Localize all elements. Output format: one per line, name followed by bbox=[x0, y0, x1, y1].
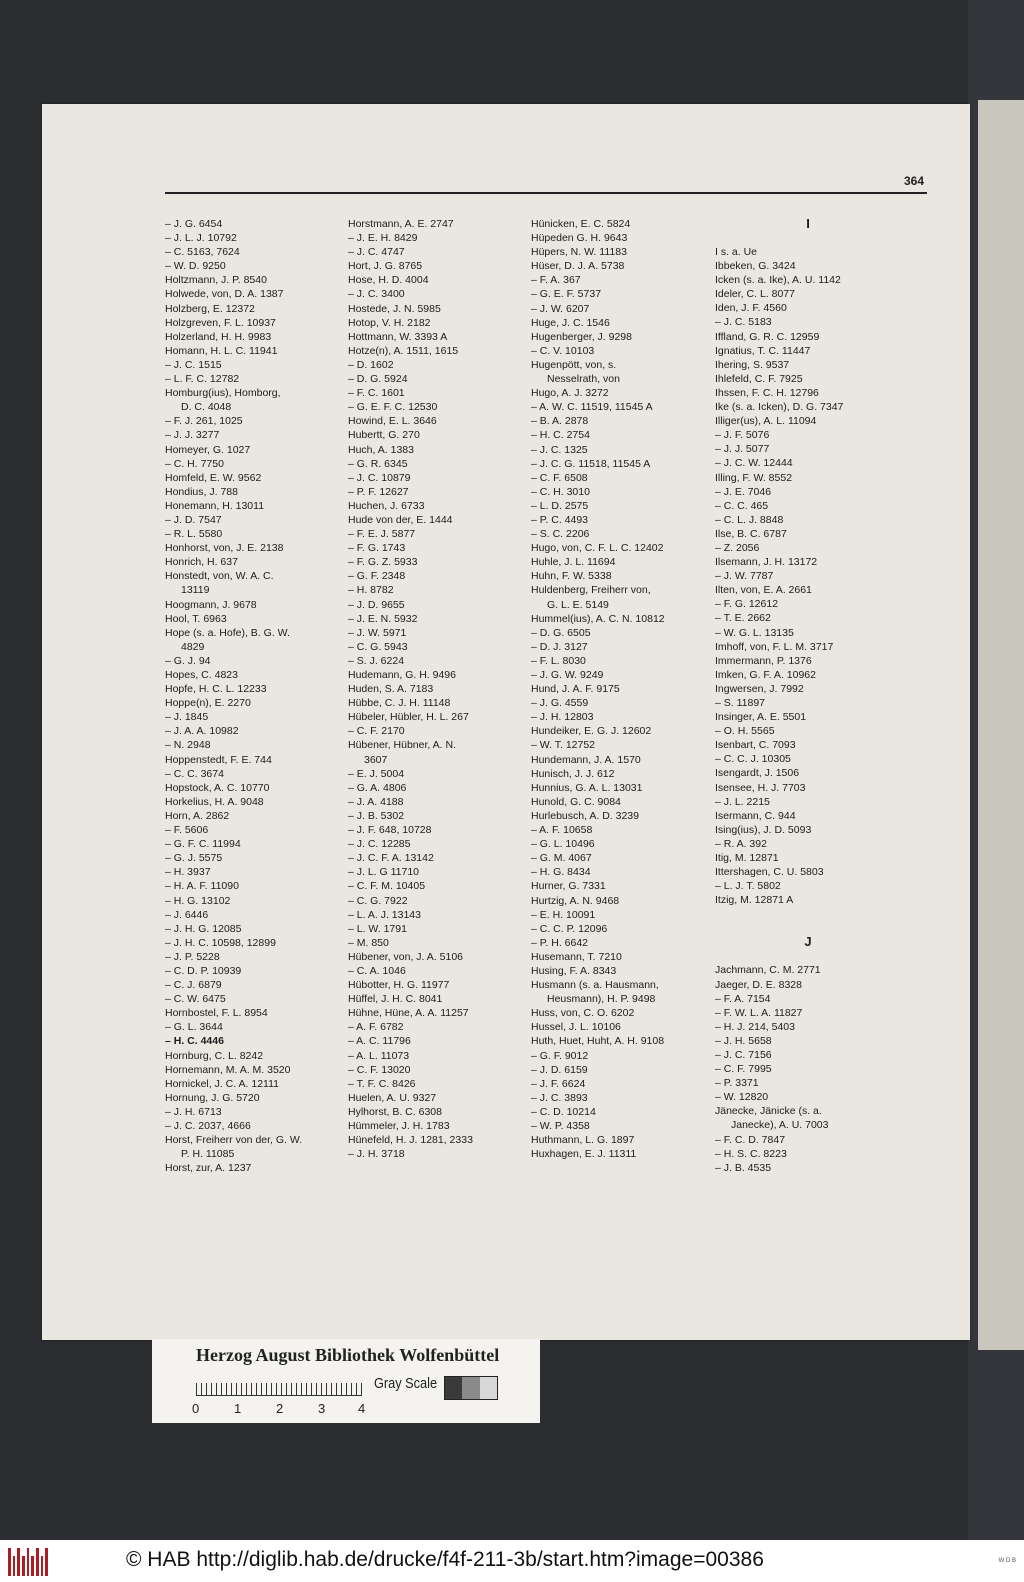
index-entry: Isermann, C. 944 bbox=[715, 809, 796, 822]
index-entry: Ignatius, T. C. 11447 bbox=[715, 344, 811, 357]
index-entry: Hurner, G. 7331 bbox=[531, 880, 606, 893]
index-entry: Heusmann), H. P. 9498 bbox=[547, 993, 656, 1006]
index-entry: – S. 11897 bbox=[715, 697, 766, 709]
index-entry: – C. J. 6879 bbox=[165, 979, 222, 992]
index-column-3 bbox=[531, 217, 717, 1161]
index-entry: – B. A. 2878 bbox=[531, 415, 589, 428]
index-entry: Insinger, A. E. 5501 bbox=[715, 711, 807, 724]
index-entry: – G. L. 10496 bbox=[531, 838, 595, 851]
index-entry: Hugo, A. J. 3272 bbox=[531, 387, 609, 400]
index-entry: – J. C. 7156 bbox=[715, 1048, 772, 1061]
index-entry: Hüpers, N. W. 11183 bbox=[531, 246, 627, 259]
index-entry: – J. D. 7547 bbox=[165, 513, 222, 526]
index-entry: Itzig, M. 12871 A bbox=[715, 894, 794, 907]
index-entry: Hostede, J. N. 5985 bbox=[348, 302, 441, 315]
index-entry: Huden, S. A. 7183 bbox=[348, 683, 434, 696]
index-entry: – C. D. P. 10939 bbox=[165, 964, 242, 977]
index-entry: – T. E. 2662 bbox=[715, 612, 771, 625]
index-entry: – M. 850 bbox=[348, 936, 389, 949]
index-entry: – A. L. 11073 bbox=[348, 1049, 410, 1062]
index-entry: – J. H. 12803 bbox=[531, 711, 594, 724]
index-entry: – J. J. 3277 bbox=[165, 429, 220, 442]
index-entry: Hüpeden G. H. 9643 bbox=[531, 232, 628, 245]
index-entry: Hudemann, G. H. 9496 bbox=[348, 669, 456, 681]
gray-swatch-mid bbox=[462, 1377, 479, 1399]
index-entry: Nesselrath, von bbox=[547, 373, 620, 386]
index-entry: Hornung, J. G. 5720 bbox=[165, 1091, 260, 1104]
index-entry: Imken, G. F. A. 10962 bbox=[715, 668, 816, 681]
index-entry: Hunold, G. C. 9084 bbox=[531, 795, 621, 808]
index-entry: Hurlebusch, A. D. 3239 bbox=[531, 809, 639, 822]
index-entry: Hopstock, A. C. 10770 bbox=[165, 781, 270, 794]
index-entry: G. L. E. 5149 bbox=[547, 598, 609, 611]
index-entry: – W. D. 9250 bbox=[165, 260, 226, 273]
index-entry: Hundemann, J. A. 1570 bbox=[531, 753, 641, 766]
index-entry: Ilse, B. C. 6787 bbox=[715, 527, 787, 540]
index-entry: – J. H. 3718 bbox=[348, 1148, 405, 1161]
index-entry: – J. W. 5971 bbox=[348, 626, 407, 639]
index-entry: – C. D. 10214 bbox=[531, 1105, 596, 1118]
ruler-number: 3 bbox=[318, 1401, 326, 1416]
ruler-number: 1 bbox=[234, 1401, 242, 1416]
index-entry: Huss, von, C. O. 6202 bbox=[531, 1007, 635, 1020]
index-entry: – J. L. J. 10792 bbox=[165, 232, 237, 245]
index-entry: Jachmann, C. M. 2771 bbox=[715, 964, 821, 977]
index-entry: Hool, T. 6963 bbox=[165, 612, 227, 625]
index-entry: – J. C. 4747 bbox=[348, 246, 405, 259]
index-entry: – G. L. 3644 bbox=[165, 1021, 223, 1034]
index-entry: – C. C. 3674 bbox=[165, 767, 224, 780]
index-entry: – J. A. 4188 bbox=[348, 795, 404, 808]
index-entry: Husing, F. A. 8343 bbox=[531, 964, 617, 977]
index-entry: Hopfe, H. C. L. 12233 bbox=[165, 683, 267, 696]
index-entry: – E. H. 10091 bbox=[531, 908, 596, 921]
index-entry: – J. C. W. 12444 bbox=[715, 457, 793, 470]
index-entry: – C. C. P. 12096 bbox=[531, 922, 608, 935]
index-entry: – F. 5606 bbox=[165, 824, 209, 837]
index-entry: Ingwersen, J. 7992 bbox=[715, 682, 804, 695]
index-entry: Huch, A. 1383 bbox=[348, 443, 414, 456]
index-entry: – H. C. 4446 bbox=[165, 1035, 224, 1048]
index-entry: – J. A. A. 10982 bbox=[165, 725, 239, 738]
book-edge bbox=[968, 0, 1024, 1540]
index-entry: – C. A. 1046 bbox=[348, 964, 406, 977]
book-edge-page bbox=[978, 100, 1024, 1350]
index-entry: Hotze(n), A. 1511, 1615 bbox=[348, 344, 459, 357]
index-entry: Hüser, D. J. A. 5738 bbox=[531, 260, 625, 273]
index-entry: – F. G. 1743 bbox=[348, 542, 406, 555]
index-entry: – G. J. 94 bbox=[165, 654, 211, 667]
index-entry: Horst, Freiherr von der, G. W. bbox=[165, 1134, 303, 1147]
index-entry: – L. J. T. 5802 bbox=[715, 880, 781, 893]
index-entry: – P. H. 6642 bbox=[531, 936, 589, 949]
index-entry: 3607 bbox=[364, 753, 388, 766]
index-entry: Hubertt, G. 270 bbox=[348, 429, 420, 442]
index-entry: Hundeiker, E. G. J. 12602 bbox=[531, 725, 652, 738]
gray-scale-swatches bbox=[444, 1376, 498, 1400]
ruler-number: 0 bbox=[192, 1401, 200, 1416]
index-entry: – J. G. 4559 bbox=[531, 697, 589, 710]
index-entry: Homfeld, E. W. 9562 bbox=[165, 471, 262, 484]
index-entry: – A. W. C. 11519, 11545 A bbox=[531, 401, 653, 414]
index-entry: – G. J. 5575 bbox=[165, 852, 223, 865]
index-entry: Huelen, A. U. 9327 bbox=[348, 1091, 437, 1104]
index-entry: Hude von der, E. 1444 bbox=[348, 513, 453, 526]
index-entry: Janecke), A. U. 7003 bbox=[731, 1119, 829, 1132]
index-entry: – W. T. 12752 bbox=[531, 739, 596, 752]
index-entry: Hurtzig, A. N. 9468 bbox=[531, 894, 620, 907]
index-entry: – P. C. 4493 bbox=[531, 513, 589, 526]
index-entry: – C. G. 7922 bbox=[348, 894, 408, 907]
index-entry: Homburg(ius), Homborg, bbox=[165, 387, 281, 400]
index-entry: Holtzmann, J. P. 8540 bbox=[165, 274, 267, 287]
index-entry: – C. C. 465 bbox=[715, 499, 769, 512]
index-entry: – H. G. 8434 bbox=[531, 866, 591, 879]
index-entry: – C. 5163, 7624 bbox=[165, 246, 240, 259]
index-entry: – J. H. C. 10598, 12899 bbox=[165, 936, 276, 949]
index-entry: Honemann, H. 13011 bbox=[165, 499, 265, 512]
index-entry: 4829 bbox=[181, 640, 205, 653]
index-entry: – J. C. 2037, 4666 bbox=[165, 1120, 251, 1132]
index-entry: – H. 8782 bbox=[348, 584, 394, 597]
index-entry: – G. M. 4067 bbox=[531, 852, 592, 865]
index-entry: – A. F. 10658 bbox=[531, 824, 593, 837]
index-entry: – F. A. 7154 bbox=[715, 992, 771, 1005]
index-entry: – G. E. F. 5737 bbox=[531, 288, 602, 301]
index-column-1 bbox=[165, 217, 351, 1175]
index-entry: Hübener, Hübner, A. N. bbox=[348, 739, 456, 752]
index-entry bbox=[715, 907, 901, 921]
index-entry: – J. W. 7787 bbox=[715, 570, 774, 583]
index-entry: – A. C. 11796 bbox=[348, 1035, 411, 1048]
index-entry: Hübbe, C. J. H. 11148 bbox=[348, 697, 451, 710]
index-entry: – C. C. J. 10305 bbox=[715, 753, 791, 766]
index-entry: – F. J. 261, 1025 bbox=[165, 415, 243, 428]
index-entry: – H. C. 2754 bbox=[531, 429, 590, 442]
index-entry: – L. F. C. 12782 bbox=[165, 373, 240, 386]
index-entry: – F. A. 367 bbox=[531, 274, 581, 287]
header-rule bbox=[165, 192, 927, 194]
index-entry: – C. F. 13020 bbox=[348, 1063, 411, 1076]
index-entry: Holzberg, E. 12372 bbox=[165, 302, 255, 315]
page-number: 364 bbox=[903, 174, 924, 188]
index-entry: Horst, zur, A. 1237 bbox=[165, 1162, 252, 1175]
ruler-number: 4 bbox=[358, 1401, 366, 1416]
section-heading: I bbox=[806, 216, 810, 231]
index-entry: Holwede, von, D. A. 1387 bbox=[165, 288, 284, 301]
index-entry: Homann, H. L. C. 11941 bbox=[165, 344, 278, 357]
index-entry: Hopes, C. 4823 bbox=[165, 669, 238, 681]
index-entry: – J. C. G. 11518, 11545 A bbox=[531, 457, 651, 470]
gray-scale-label: Gray Scale bbox=[374, 1375, 438, 1392]
index-entry: – F. E. J. 5877 bbox=[348, 528, 416, 541]
index-entry: – G. R. 6345 bbox=[348, 457, 408, 470]
index-entry: – H. J. 214, 5403 bbox=[715, 1020, 795, 1033]
index-entry: Hose, H. D. 4004 bbox=[348, 274, 429, 287]
index-entry: P. H. 11085 bbox=[181, 1148, 235, 1161]
index-entry: Huldenberg, Freiherr von, bbox=[531, 584, 651, 597]
index-entry: – C. W. 6475 bbox=[165, 993, 226, 1006]
index-entry: – J. B. 4535 bbox=[715, 1161, 772, 1174]
index-entry: Hondius, J. 788 bbox=[165, 485, 238, 498]
index-entry: – P. F. 12627 bbox=[348, 485, 409, 498]
index-entry: – J. G. W. 9249 bbox=[531, 669, 604, 681]
index-entry: – J. F. 6624 bbox=[531, 1077, 586, 1090]
index-entry: – F. G. 12612 bbox=[715, 598, 779, 611]
index-entry: Hort, J. G. 8765 bbox=[348, 260, 423, 273]
ruler-number: 2 bbox=[276, 1401, 284, 1416]
index-entry: Holzgreven, F. L. 10937 bbox=[165, 316, 276, 329]
index-entry: Hünefeld, H. J. 1281, 2333 bbox=[348, 1134, 473, 1147]
index-entry: – D. G. 6505 bbox=[531, 626, 591, 639]
index-column-2 bbox=[348, 217, 534, 1161]
index-entry: Jänecke, Jänicke (s. a. bbox=[715, 1105, 822, 1118]
color-calibration-card bbox=[152, 1339, 540, 1423]
index-entry: Immermann, P. 1376 bbox=[715, 654, 812, 667]
index-entry: Iffland, G. R. C. 12959 bbox=[715, 330, 820, 343]
index-entry: Hübener, von, J. A. 5106 bbox=[348, 950, 463, 963]
index-entry: Huhn, F. W. 5338 bbox=[531, 570, 612, 583]
index-entry: Hylhorst, B. C. 6308 bbox=[348, 1105, 442, 1118]
index-entry: – J. B. 5302 bbox=[348, 809, 405, 822]
index-entry: – J. H. 5658 bbox=[715, 1034, 772, 1047]
index-entry: – J. E. N. 5932 bbox=[348, 612, 418, 625]
index-entry: D. C. 4048 bbox=[181, 401, 232, 414]
index-entry: Hümmeler, J. H. 1783 bbox=[348, 1120, 450, 1132]
index-entry: Hoppenstedt, F. E. 744 bbox=[165, 753, 272, 766]
index-entry: Horstmann, A. E. 2747 bbox=[348, 218, 454, 230]
index-entry: – F. G. Z. 5933 bbox=[348, 556, 418, 569]
index-entry: Hotop, V. H. 2182 bbox=[348, 316, 431, 329]
index-entry: – J. C. 12285 bbox=[348, 838, 411, 851]
section-heading: J bbox=[804, 934, 812, 950]
index-entry: Hottmann, W. 3393 A bbox=[348, 330, 448, 343]
index-entry: Isensee, H. J. 7703 bbox=[715, 781, 806, 794]
index-entry: – E. J. 5004 bbox=[348, 767, 405, 780]
index-entry: Hoogmann, J. 9678 bbox=[165, 598, 257, 611]
index-entry: Hugo, von, C. F. L. C. 12402 bbox=[531, 542, 664, 555]
index-entry: – C. H. 3010 bbox=[531, 485, 590, 498]
index-entry: Ideler, C. L. 8077 bbox=[715, 288, 795, 301]
index-entry: – C. F. M. 10405 bbox=[348, 880, 426, 893]
footer-mark: W D B bbox=[998, 1558, 1016, 1564]
index-entry: Hugenpött, von, s. bbox=[531, 358, 617, 371]
index-entry: – G. F. 9012 bbox=[531, 1049, 589, 1062]
index-entry: Huchen, J. 6733 bbox=[348, 499, 425, 512]
index-entry: – R. A. 392 bbox=[715, 837, 767, 850]
index-entry: – J. D. 6159 bbox=[531, 1063, 588, 1076]
index-entry: – C. F. 7995 bbox=[715, 1063, 772, 1076]
index-entry: Husmann (s. a. Hausmann, bbox=[531, 979, 659, 992]
index-entry: Hornickel, J. C. A. 12111 bbox=[165, 1077, 279, 1090]
index-entry: Ibbeken, G. 3424 bbox=[715, 260, 796, 273]
index-entry: Hugenberger, J. 9298 bbox=[531, 330, 632, 343]
index-entry: Holzerland, H. H. 9983 bbox=[165, 330, 272, 343]
index-entry: – G. A. 4806 bbox=[348, 781, 407, 794]
index-entry: Ihssen, F. C. H. 12796 bbox=[715, 386, 819, 399]
index-entry: Hornburg, C. L. 8242 bbox=[165, 1049, 264, 1062]
index-entry: Illiger(us), A. L. 11094 bbox=[715, 415, 817, 428]
index-entry: – J. L. G 11710 bbox=[348, 866, 420, 879]
index-entry: Hunnius, G. A. L. 13031 bbox=[531, 781, 643, 794]
index-entry: Ike (s. a. Icken), D. G. 7347 bbox=[715, 401, 844, 414]
index-entry: – J. W. 6207 bbox=[531, 302, 590, 315]
index-entry: – D. J. 3127 bbox=[531, 640, 588, 653]
index-entry: Honstedt, von, W. A. C. bbox=[165, 570, 274, 583]
index-entry: – C. F. 2170 bbox=[348, 725, 405, 738]
index-entry: Hummel(ius), A. C. N. 10812 bbox=[531, 612, 665, 625]
index-entry: – P. 3371 bbox=[715, 1077, 759, 1090]
index-entry: Hüffel, J. H. C. 8041 bbox=[348, 993, 443, 1006]
index-entry: – J. C. F. A. 13142 bbox=[348, 852, 434, 865]
index-entry: – L. A. J. 13143 bbox=[348, 908, 421, 921]
hab-logo-icon bbox=[8, 1548, 48, 1576]
index-entry: Homeyer, G. 1027 bbox=[165, 443, 251, 456]
index-entry: – W. 12820 bbox=[715, 1091, 769, 1104]
index-entry: – J. F. 648, 10728 bbox=[348, 824, 432, 837]
index-entry: – F. C. D. 7847 bbox=[715, 1133, 786, 1146]
index-entry: – J. L. 2215 bbox=[715, 795, 770, 808]
index-entry: Ittershagen, C. U. 5803 bbox=[715, 866, 824, 879]
index-entry: Howind, E. L. 3646 bbox=[348, 415, 437, 428]
index-entry: Hunisch, J. J. 612 bbox=[531, 767, 615, 780]
index-entry: Huthmann, L. G. 1897 bbox=[531, 1134, 635, 1147]
index-entry: Ihering, S. 9537 bbox=[715, 358, 790, 371]
index-entry: – H. 3937 bbox=[165, 866, 211, 879]
index-entry: – J. H. 6713 bbox=[165, 1105, 222, 1118]
index-entry: Hübotter, H. G. 11977 bbox=[348, 979, 450, 992]
copyright-link[interactable]: © HAB http://diglib.hab.de/drucke/f4f-211-3b/start.htm?image=00386 bbox=[126, 1548, 764, 1571]
index-entry: 13119 bbox=[181, 584, 210, 597]
footer-bar bbox=[0, 1540, 1024, 1582]
index-entry: Honrich, H. 637 bbox=[165, 556, 238, 569]
index-entry: – S. J. 6224 bbox=[348, 654, 405, 667]
index-entry: – T. F. C. 8426 bbox=[348, 1077, 416, 1090]
index-entry: Honhorst, von, J. E. 2138 bbox=[165, 542, 284, 555]
index-entry: Husemann, T. 7210 bbox=[531, 950, 622, 963]
index-entry: – J. P. 5228 bbox=[165, 950, 220, 963]
index-entry: – J. J. 5077 bbox=[715, 443, 770, 456]
index-entry: – J. C. 5183 bbox=[715, 316, 772, 329]
index-entry: – C. G. 5943 bbox=[348, 640, 408, 653]
library-name: Herzog August Bibliothek Wolfenbüttel bbox=[196, 1345, 500, 1365]
index-entry: Hornemann, M. A. M. 3520 bbox=[165, 1063, 291, 1076]
index-entry: Imhoff, von, F. L. M. 3717 bbox=[715, 640, 834, 653]
index-entry: – H. G. 13102 bbox=[165, 894, 231, 907]
index-entry: Isengardt, J. 1506 bbox=[715, 767, 800, 780]
index-entry: – Z. 2056 bbox=[715, 541, 760, 554]
index-entry: – C. F. 6508 bbox=[531, 471, 588, 484]
index-entry: Huge, J. C. 1546 bbox=[531, 316, 610, 329]
index-entry: Hoppe(n), E. 2270 bbox=[165, 697, 251, 710]
index-entry: – J. C. 3400 bbox=[348, 288, 405, 301]
index-entry: Hübeler, Hübler, H. L. 267 bbox=[348, 711, 469, 724]
index-entry: Hope (s. a. Hofe), B. G. W. bbox=[165, 626, 290, 639]
index-entry: Horn, A. 2862 bbox=[165, 809, 230, 822]
index-entry: Ihlefeld, C. F. 7925 bbox=[715, 372, 803, 385]
index-entry: – J. G. 6454 bbox=[165, 218, 223, 230]
index-entry: Hornbostel, F. L. 8954 bbox=[165, 1007, 268, 1020]
index-entry: Ilten, von, E. A. 2661 bbox=[715, 584, 812, 597]
index-entry: – A. F. 6782 bbox=[348, 1021, 404, 1034]
index-entry: Hühne, Hüne, A. A. 11257 bbox=[348, 1007, 469, 1020]
index-entry: – D. G. 5924 bbox=[348, 373, 408, 386]
index-entry: – J. 1845 bbox=[165, 711, 209, 724]
index-entry: – N. 2948 bbox=[165, 739, 211, 752]
index-entry: Ising(ius), J. D. 5093 bbox=[715, 823, 812, 836]
index-entry: – O. H. 5565 bbox=[715, 725, 775, 738]
book-page bbox=[42, 104, 970, 1340]
index-entry: – G. E. F. C. 12530 bbox=[348, 401, 438, 414]
index-entry: – D. 1602 bbox=[348, 358, 394, 371]
index-entry: Horkelius, H. A. 9048 bbox=[165, 795, 264, 808]
ruler-scale bbox=[196, 1375, 362, 1396]
index-entry: – J. D. 9655 bbox=[348, 598, 405, 611]
index-entry bbox=[715, 921, 901, 935]
index-entry: – J. 6446 bbox=[165, 908, 209, 921]
index-entry: Isenbart, C. 7093 bbox=[715, 739, 796, 752]
index-entry: – G. F. 2348 bbox=[348, 570, 406, 583]
index-entry: – J. C. 1515 bbox=[165, 358, 222, 371]
index-entry: – H. S. C. 8223 bbox=[715, 1147, 787, 1160]
index-entry: – F. W. L. A. 11827 bbox=[715, 1006, 803, 1019]
gray-swatch-light bbox=[480, 1377, 497, 1399]
index-entry: – J. C. 10879 bbox=[348, 471, 411, 484]
index-entry: – J. E. 7046 bbox=[715, 485, 772, 498]
index-entry: – L. D. 2575 bbox=[531, 499, 589, 512]
index-entry: – W. P. 4358 bbox=[531, 1120, 590, 1132]
index-entry: Hussel, J. L. 10106 bbox=[531, 1021, 621, 1034]
index-entry: – F. L. 8030 bbox=[531, 654, 586, 667]
index-entry: – J. H. G. 12085 bbox=[165, 922, 242, 935]
index-entry: Icken (s. a. Ike), A. U. 1142 bbox=[715, 274, 841, 287]
index-entry: Huxhagen, E. J. 11311 bbox=[531, 1148, 637, 1161]
index-entry: Hünicken, E. C. 5824 bbox=[531, 218, 631, 230]
index-entry: – G. F. C. 11994 bbox=[165, 838, 241, 851]
index-entry: – F. C. 1601 bbox=[348, 387, 405, 400]
index-entry: Iden, J. F. 4560 bbox=[715, 302, 787, 315]
index-column-4 bbox=[715, 217, 901, 1175]
index-entry: – C. V. 10103 bbox=[531, 344, 595, 357]
index-entry: Hund, J. A. F. 9175 bbox=[531, 683, 620, 696]
index-entry: – C. H. 7750 bbox=[165, 457, 224, 470]
index-entry: – C. L. J. 8848 bbox=[715, 513, 784, 526]
index-entry: Illing, F. W. 8552 bbox=[715, 471, 793, 484]
gray-swatch-dark bbox=[445, 1377, 462, 1399]
index-entry: – H. A. F. 11090 bbox=[165, 880, 239, 893]
index-entry: – J. E. H. 8429 bbox=[348, 232, 418, 245]
index-entry: I s. a. Ue bbox=[715, 246, 758, 258]
index-entry: – J. F. 5076 bbox=[715, 429, 770, 442]
index-entry: Huhle, J. L. 11694 bbox=[531, 556, 616, 569]
index-entry: Ilsemann, J. H. 13172 bbox=[715, 556, 818, 569]
index-entry: – W. G. L. 13135 bbox=[715, 626, 794, 639]
index-entry: Itig, M. 12871 bbox=[715, 852, 779, 865]
index-entry: – J. C. 3893 bbox=[531, 1091, 588, 1104]
index-entry: Huth, Huet, Huht, A. H. 9108 bbox=[531, 1035, 665, 1048]
index-entry: – L. W. 1791 bbox=[348, 922, 407, 935]
index-entry: – J. C. 1325 bbox=[531, 443, 588, 456]
index-entry: Jaeger, D. E. 8328 bbox=[715, 978, 802, 991]
index-entry: – S. C. 2206 bbox=[531, 528, 590, 541]
index-entry: – R. L. 5580 bbox=[165, 528, 223, 541]
